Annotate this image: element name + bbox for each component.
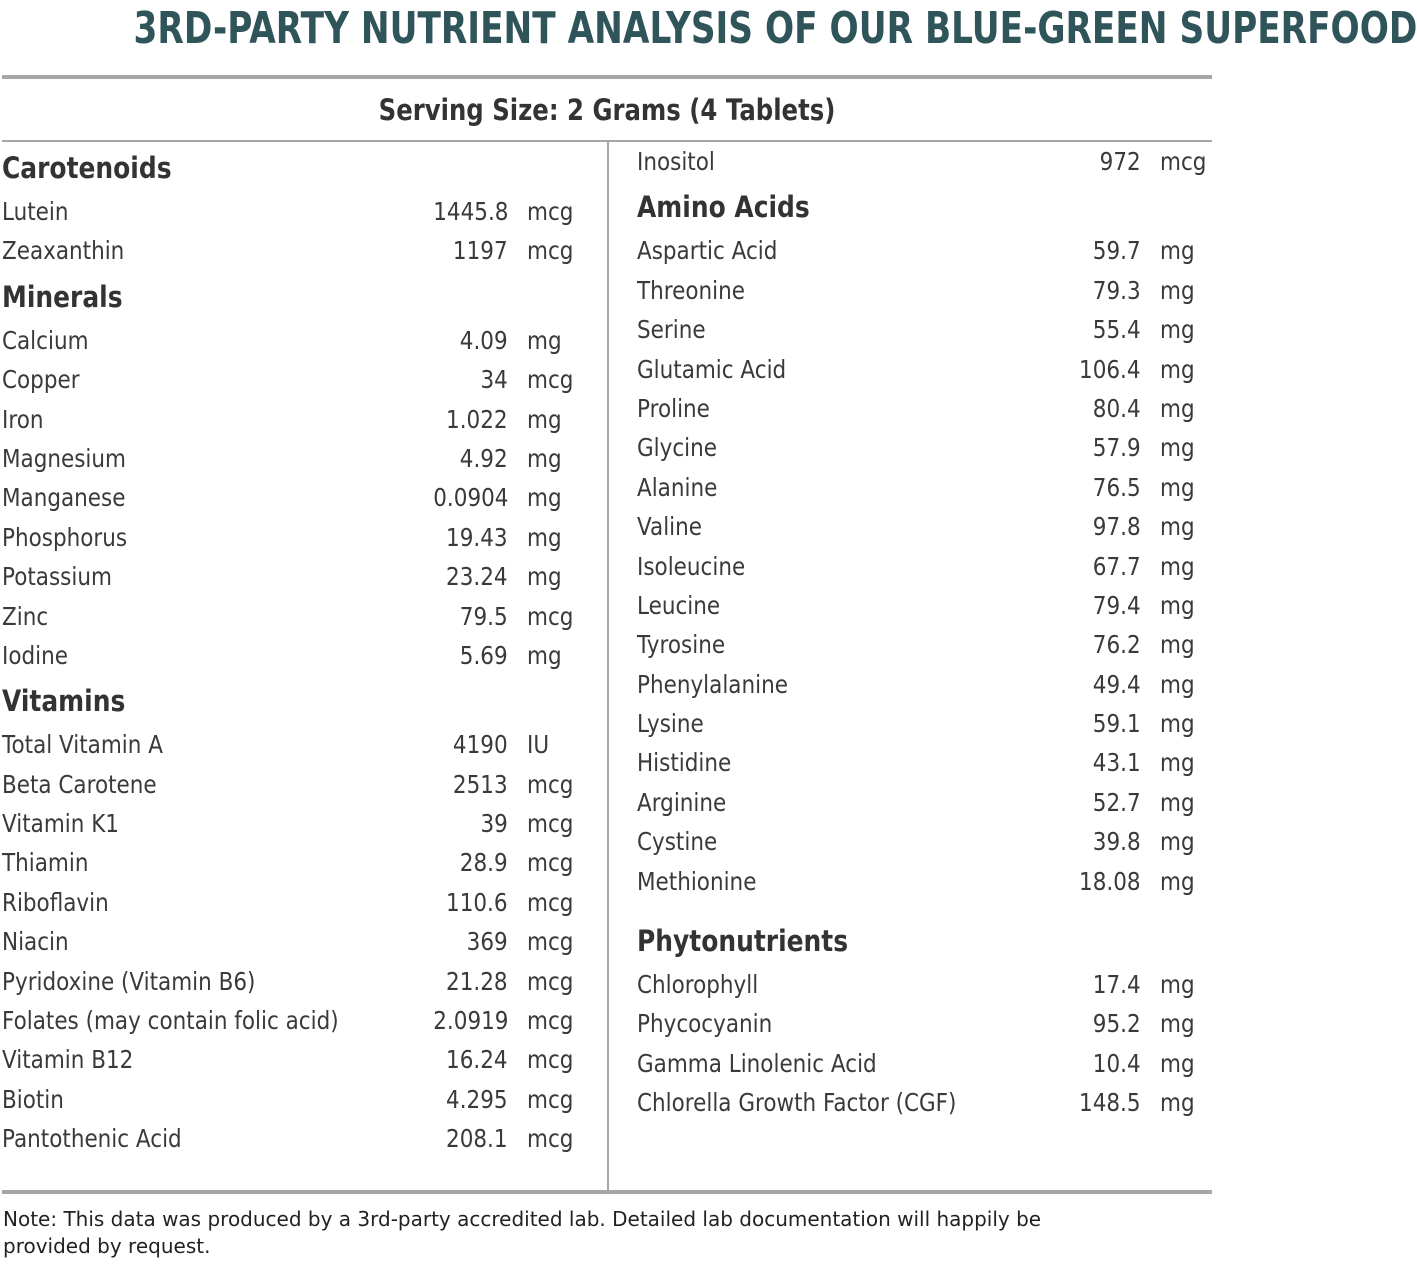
nutrient-unit: mg <box>527 325 562 355</box>
section-spacer <box>637 901 1214 915</box>
nutrient-row <box>2 439 602 478</box>
amino-acids-list <box>637 231 1214 901</box>
section-heading-carotenoids: Carotenoids <box>2 151 172 185</box>
nutrient-unit: mcg <box>527 809 574 839</box>
nutrient-name: Cystine <box>637 827 718 857</box>
nutrient-row <box>2 804 602 843</box>
nutrient-row <box>637 389 1214 428</box>
nutrient-unit: mg <box>527 404 562 434</box>
nutrient-row <box>637 783 1214 822</box>
nutrient-unit: mcg <box>527 1084 574 1114</box>
nutrient-unit: mg <box>527 562 562 592</box>
nutrient-name: Glutamic Acid <box>637 354 787 384</box>
section-heading-minerals: Minerals <box>2 279 123 314</box>
nutrient-value: 4190 <box>453 730 508 760</box>
nutrient-name: Alanine <box>637 472 718 502</box>
nutrient-name: Manganese <box>2 483 126 513</box>
nutrient-value: 43.1 <box>1093 748 1141 778</box>
nutrient-value: 1445.8 <box>432 197 508 226</box>
nutrient-unit: IU <box>527 730 550 760</box>
nutrient-row <box>2 725 602 764</box>
nutrient-unit: mg <box>527 483 562 513</box>
nutrient-name: Lysine <box>637 709 704 739</box>
nutrient-row <box>637 350 1214 389</box>
nutrient-row <box>2 962 602 1001</box>
nutrient-value: 17.4 <box>1093 970 1141 1000</box>
nutrient-unit: mg <box>527 522 562 552</box>
nutrient-row <box>637 507 1214 546</box>
nutrient-name: Copper <box>2 365 80 395</box>
nutrient-row <box>2 843 602 882</box>
vitamins-list <box>2 725 602 1158</box>
nutrient-name: Zinc <box>2 601 49 631</box>
nutrient-value: 16.24 <box>446 1045 508 1075</box>
nutrient-row <box>2 765 602 804</box>
nutrient-unit: mcg <box>527 197 574 226</box>
nutrient-value: 106.4 <box>1079 354 1141 384</box>
nutrient-row <box>637 625 1214 664</box>
nutrient-unit: mcg <box>527 848 574 878</box>
nutrient-unit: mg <box>1160 472 1195 502</box>
nutrient-unit: mg <box>1160 590 1195 620</box>
nutrient-name: Glycine <box>637 433 718 463</box>
nutrient-name: Iron <box>2 404 44 434</box>
nutrient-name: Serine <box>637 315 706 345</box>
nutrient-value: 95.2 <box>1093 1009 1141 1039</box>
nutrient-name: Phycocyanin <box>637 1009 773 1039</box>
nutrient-name: Iodine <box>2 640 68 670</box>
nutrient-unit: mg <box>1160 1009 1195 1039</box>
left-column <box>2 142 602 1159</box>
nutrient-value: 2.0919 <box>432 1006 508 1036</box>
nutrient-row <box>2 557 602 596</box>
nutrient-row <box>2 478 602 517</box>
nutrient-value: 4.92 <box>460 443 508 473</box>
nutrient-value: 110.6 <box>446 887 508 917</box>
nutrient-row <box>637 743 1214 782</box>
nutrient-value: 76.5 <box>1093 472 1141 502</box>
inositol-list <box>637 142 1214 181</box>
nutrient-value: 59.7 <box>1093 236 1141 266</box>
nutrient-row <box>637 665 1214 704</box>
nutrient-value: 2513 <box>453 769 508 799</box>
serving-size: Serving Size: 2 Grams (4 Tablets) <box>378 93 836 127</box>
nutrient-unit: mcg <box>527 236 574 266</box>
column-divider <box>607 142 609 1192</box>
nutrient-unit: mg <box>1160 787 1195 817</box>
nutrient-value: 79.4 <box>1093 590 1141 620</box>
nutrient-row <box>2 321 602 360</box>
nutrient-name: Potassium <box>2 562 112 592</box>
nutrient-name: Lutein <box>2 197 69 226</box>
nutrient-unit: mg <box>1160 236 1195 266</box>
nutrient-row <box>2 922 602 961</box>
nutrient-unit: mg <box>527 443 562 473</box>
nutrient-name: Proline <box>637 393 710 423</box>
nutrient-name: Pantothenic Acid <box>2 1124 182 1154</box>
minerals-list <box>2 321 602 676</box>
nutrient-value: 52.7 <box>1093 787 1141 817</box>
nutrient-row <box>637 822 1214 861</box>
nutrient-value: 80.4 <box>1093 393 1141 423</box>
nutrient-row <box>2 883 602 922</box>
nutrient-row <box>637 468 1214 507</box>
nutrient-value: 21.28 <box>446 966 508 996</box>
nutrient-name: Folates (may contain folic acid) <box>2 1006 339 1036</box>
nutrient-name: Zeaxanthin <box>2 236 125 266</box>
nutrient-name: Vitamin B12 <box>2 1045 134 1075</box>
nutrient-unit: mcg <box>527 365 574 395</box>
nutrient-row <box>637 310 1214 349</box>
nutrient-unit: mg <box>1160 393 1195 423</box>
nutrient-value: 4.295 <box>446 1084 508 1114</box>
nutrient-value: 369 <box>466 927 508 957</box>
nutrient-value: 0.0904 <box>432 483 508 513</box>
top-divider <box>2 75 1212 79</box>
nutrient-unit: mcg <box>1160 147 1207 176</box>
nutrient-unit: mcg <box>527 966 574 996</box>
nutrient-value: 208.1 <box>446 1124 508 1154</box>
nutrient-value: 39 <box>480 809 508 839</box>
phytonutrients-list <box>637 965 1214 1123</box>
nutrient-value: 59.1 <box>1093 709 1141 739</box>
nutrient-unit: mg <box>1160 433 1195 463</box>
nutrient-value: 148.5 <box>1079 1088 1141 1118</box>
nutrient-row <box>2 597 602 636</box>
nutrient-value: 79.5 <box>460 601 508 631</box>
nutrient-row <box>637 1004 1214 1043</box>
nutrient-row <box>637 271 1214 310</box>
nutrient-row <box>637 231 1214 270</box>
bottom-divider <box>2 1190 1212 1194</box>
nutrient-value: 79.3 <box>1093 275 1141 305</box>
nutrient-unit: mg <box>1160 275 1195 305</box>
nutrient-unit: mg <box>1160 354 1195 384</box>
nutrient-row <box>637 1083 1214 1122</box>
nutrient-name: Inositol <box>637 147 715 176</box>
nutrient-unit: mg <box>1160 748 1195 778</box>
nutrient-value: 55.4 <box>1093 315 1141 345</box>
section-heading-phytonutrients: Phytonutrients <box>637 924 849 959</box>
nutrient-value: 34 <box>480 365 508 395</box>
nutrient-name: Biotin <box>2 1084 64 1114</box>
nutrient-value: 49.4 <box>1093 669 1141 699</box>
nutrient-row <box>637 142 1214 181</box>
nutrient-row <box>2 231 602 270</box>
nutrient-name: Aspartic Acid <box>637 236 778 266</box>
nutrient-value: 76.2 <box>1093 630 1141 660</box>
nutrient-name: Arginine <box>637 787 727 817</box>
page-title: 3RD-PARTY NUTRIENT ANALYSIS OF OUR BLUE-GREEN SUPERFOOD <box>133 3 1417 54</box>
nutrient-value: 28.9 <box>460 848 508 878</box>
nutrient-unit: mcg <box>527 601 574 631</box>
nutrient-unit: mg <box>1160 866 1195 896</box>
nutrient-name: Beta Carotene <box>2 769 157 799</box>
nutrient-value: 4.09 <box>460 325 508 355</box>
nutrient-unit: mg <box>527 640 562 670</box>
nutrient-unit: mg <box>1160 970 1195 1000</box>
nutrient-value: 1.022 <box>446 404 508 434</box>
nutrient-unit: mcg <box>527 1124 574 1154</box>
section-heading-vitamins: Vitamins <box>2 684 126 719</box>
nutrient-name: Histidine <box>637 748 732 778</box>
nutrient-name: Calcium <box>2 325 89 355</box>
nutrient-row <box>637 547 1214 586</box>
nutrient-unit: mg <box>1160 827 1195 857</box>
nutrient-unit: mg <box>1160 512 1195 542</box>
nutrient-name: Riboflavin <box>2 887 109 917</box>
nutrient-unit: mcg <box>527 887 574 917</box>
nutrient-name: Phenylalanine <box>637 669 788 699</box>
nutrient-row <box>2 1040 602 1079</box>
nutrient-name: Chlorophyll <box>637 970 759 1000</box>
carotenoids-list <box>2 192 602 271</box>
nutrient-row <box>2 360 602 399</box>
right-column <box>637 142 1214 1123</box>
nutrient-unit: mg <box>1160 630 1195 660</box>
nutrient-row <box>2 1080 602 1119</box>
nutrient-name: Niacin <box>2 927 69 957</box>
nutrient-unit: mg <box>1160 315 1195 345</box>
nutrient-name: Valine <box>637 512 703 542</box>
nutrient-unit: mcg <box>527 1006 574 1036</box>
nutrient-value: 972 <box>1099 147 1141 176</box>
nutrient-name: Thiamin <box>2 848 89 878</box>
nutrient-value: 57.9 <box>1093 433 1141 463</box>
nutrient-unit: mcg <box>527 1045 574 1075</box>
nutrient-row <box>2 1001 602 1040</box>
nutrient-row <box>2 636 602 675</box>
nutrient-row <box>637 862 1214 901</box>
nutrient-value: 1197 <box>453 236 508 266</box>
nutrient-value: 19.43 <box>446 522 508 552</box>
nutrient-value: 18.08 <box>1079 866 1141 896</box>
nutrient-name: Vitamin K1 <box>2 809 119 839</box>
nutrient-name: Phosphorus <box>2 522 128 552</box>
nutrient-value: 23.24 <box>446 562 508 592</box>
nutrient-unit: mcg <box>527 769 574 799</box>
nutrient-row <box>637 1044 1214 1083</box>
nutrient-row <box>637 428 1214 467</box>
nutrient-row <box>2 400 602 439</box>
nutrient-unit: mg <box>1160 709 1195 739</box>
nutrient-value: 10.4 <box>1093 1048 1141 1078</box>
nutrient-row <box>2 1119 602 1158</box>
section-heading-amino-acids: Amino Acids <box>637 190 810 225</box>
nutrient-name: Leucine <box>637 590 721 620</box>
nutrient-value: 67.7 <box>1093 551 1141 581</box>
nutrient-name: Chlorella Growth Factor (CGF) <box>637 1088 957 1118</box>
nutrient-name: Methionine <box>637 866 757 896</box>
nutrient-value: 5.69 <box>460 640 508 670</box>
nutrient-value: 39.8 <box>1093 827 1141 857</box>
nutrient-name: Threonine <box>637 275 745 305</box>
nutrient-name: Total Vitamin A <box>2 730 163 760</box>
nutrient-row <box>637 704 1214 743</box>
nutrient-name: Magnesium <box>2 443 126 473</box>
nutrient-unit: mg <box>1160 669 1195 699</box>
nutrient-unit: mg <box>1160 551 1195 581</box>
nutrient-name: Isoleucine <box>637 551 746 581</box>
nutrient-unit: mg <box>1160 1048 1195 1078</box>
nutrient-name: Gamma Linolenic Acid <box>637 1048 877 1078</box>
nutrient-unit: mcg <box>527 927 574 957</box>
nutrient-row <box>637 965 1214 1004</box>
nutrient-row <box>637 586 1214 625</box>
footnote: Note: This data was produced by a 3rd-party accredited lab. Detailed lab documentation will happily be provided by request. <box>3 1207 1042 1258</box>
nutrient-row <box>2 518 602 557</box>
nutrient-row <box>2 192 602 231</box>
nutrient-name: Tyrosine <box>637 630 726 660</box>
nutrient-name: Pyridoxine (Vitamin B6) <box>2 966 256 996</box>
nutrient-unit: mg <box>1160 1088 1195 1118</box>
nutrient-value: 97.8 <box>1093 512 1141 542</box>
